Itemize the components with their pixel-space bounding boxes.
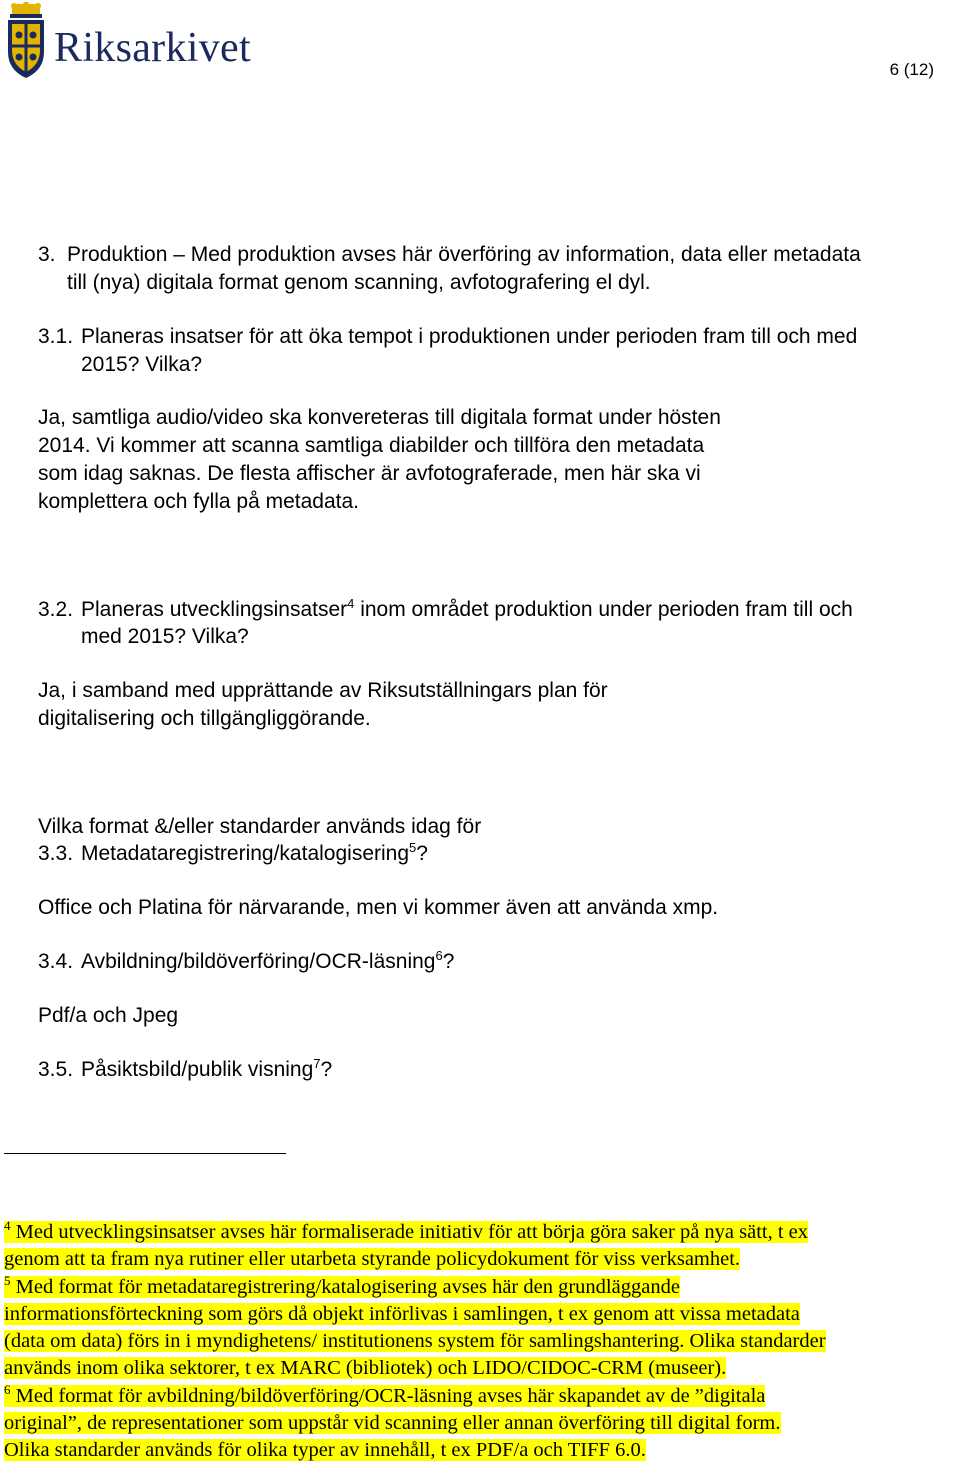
footnote-text: original”, de representationer som uppstår vid scanning eller annan överföring till digital form. xyxy=(4,1412,781,1434)
footnote-reference: 5 xyxy=(409,840,417,855)
footnote-text: Med format för avbildning/bildöverföring/OCR-läsning avses här skapandet av de ”digitala xyxy=(15,1385,766,1407)
question-line xyxy=(81,948,454,976)
question-number: 3.1. xyxy=(38,325,74,348)
footnote-line xyxy=(4,1219,808,1246)
question-line: med 2015? Vilka? xyxy=(81,625,249,648)
question-line: 2015? Vilka? xyxy=(81,353,203,376)
formats-intro: Vilka format &/eller standarder används idag för xyxy=(38,815,482,838)
answer-line: Pdf/a och Jpeg xyxy=(38,1004,179,1027)
footnote-separator xyxy=(4,1153,286,1154)
footnote-text: Olika standarder används för olika typer av innehåll, t ex PDF/a och TIFF 6.0. xyxy=(4,1439,646,1461)
footnote-reference: 6 xyxy=(435,948,443,963)
answer-line: digitalisering och tillgängliggörande. xyxy=(38,707,371,730)
footnote-mark: 4 xyxy=(4,1218,11,1233)
question-end: ? xyxy=(320,1058,333,1081)
footnote-mark: 5 xyxy=(4,1273,11,1288)
question-text: inom området produktion under perioden fram till och xyxy=(354,598,853,621)
question-text: Påsiktsbild/publik visning xyxy=(81,1058,314,1081)
question-number: 3.2. xyxy=(38,598,74,621)
footnote-text: (data om data) förs in i myndighetens/ institutionens system för samlingshantering. Olika standarder xyxy=(4,1330,826,1352)
footnote-line xyxy=(4,1328,826,1355)
logo-wordmark: Riksarkivet xyxy=(54,25,251,71)
footnote-text: genom att ta fram nya rutiner eller utarbeta styrande policydokument för viss verksamhet. xyxy=(4,1248,741,1270)
riksarkivet-logo xyxy=(4,2,274,82)
answer-line: Ja, i samband med upprättande av Riksutställningars plan för xyxy=(38,679,608,702)
footnote-line xyxy=(4,1355,726,1382)
footnote-line xyxy=(4,1274,680,1301)
answer-line: komplettera och fylla på metadata. xyxy=(38,490,360,513)
answer-line: som idag saknas. De flesta affischer är avfotograferade, men här ska vi xyxy=(38,462,701,485)
question-line: Planeras insatser för att öka tempot i produktionen under perioden fram till och med xyxy=(81,325,858,348)
question-line xyxy=(81,596,853,624)
question-end: ? xyxy=(442,950,455,973)
footnote-line xyxy=(4,1383,765,1410)
question-number: 3.5. xyxy=(38,1058,74,1081)
footnote-line xyxy=(4,1301,800,1328)
footnote-text: informationsförteckning som görs då objekt införlivas i samlingen, t ex genom att vissa metadata xyxy=(4,1303,800,1325)
crown-coat-of-arms-icon xyxy=(4,2,48,80)
question-end: ? xyxy=(416,842,428,865)
answer-line: Ja, samtliga audio/video ska konvereteras till digitala format under hösten xyxy=(38,406,721,429)
footnote-line xyxy=(4,1246,740,1273)
question-text: Avbildning/bildöverföring/OCR-läsning xyxy=(81,950,436,973)
section-heading-line-2: till (nya) digitala format genom scanning, avfotografering el dyl. xyxy=(67,271,651,294)
question-text: Metadataregistrering/katalogisering xyxy=(81,842,410,865)
page-number: 6 (12) xyxy=(889,60,934,79)
footnote-line xyxy=(4,1437,646,1464)
section-number: 3. xyxy=(38,243,56,266)
question-line xyxy=(81,840,428,868)
question-number: 3.4. xyxy=(38,950,74,973)
footnote-reference: 7 xyxy=(313,1056,321,1071)
footnote-text: används inom olika sektorer, t ex MARC (bibliotek) och LIDO/CIDOC-CRM (museer). xyxy=(4,1357,727,1379)
footnote-text: Med utvecklingsinsatser avses här formaliserade initiativ för att börja göra saker på nya sätt, t ex xyxy=(15,1221,809,1243)
footnote-text: Med format för metadataregistrering/katalogisering avses här den grundläggande xyxy=(15,1276,680,1298)
answer-line: 2014. Vi kommer att scanna samtliga diabilder och tillföra den metadata xyxy=(38,434,705,457)
answer-line: Office och Platina för närvarande, men vi kommer även att använda xmp. xyxy=(38,896,719,919)
footnote-mark: 6 xyxy=(4,1382,11,1397)
question-line xyxy=(81,1056,332,1084)
footnote-line xyxy=(4,1410,781,1437)
question-number: 3.3. xyxy=(38,842,74,865)
question-text: Planeras utvecklingsinsatser xyxy=(81,598,348,621)
section-heading-line-1: Produktion – Med produktion avses här överföring av information, data eller metadata xyxy=(67,243,861,266)
footnote-reference: 4 xyxy=(347,596,355,611)
